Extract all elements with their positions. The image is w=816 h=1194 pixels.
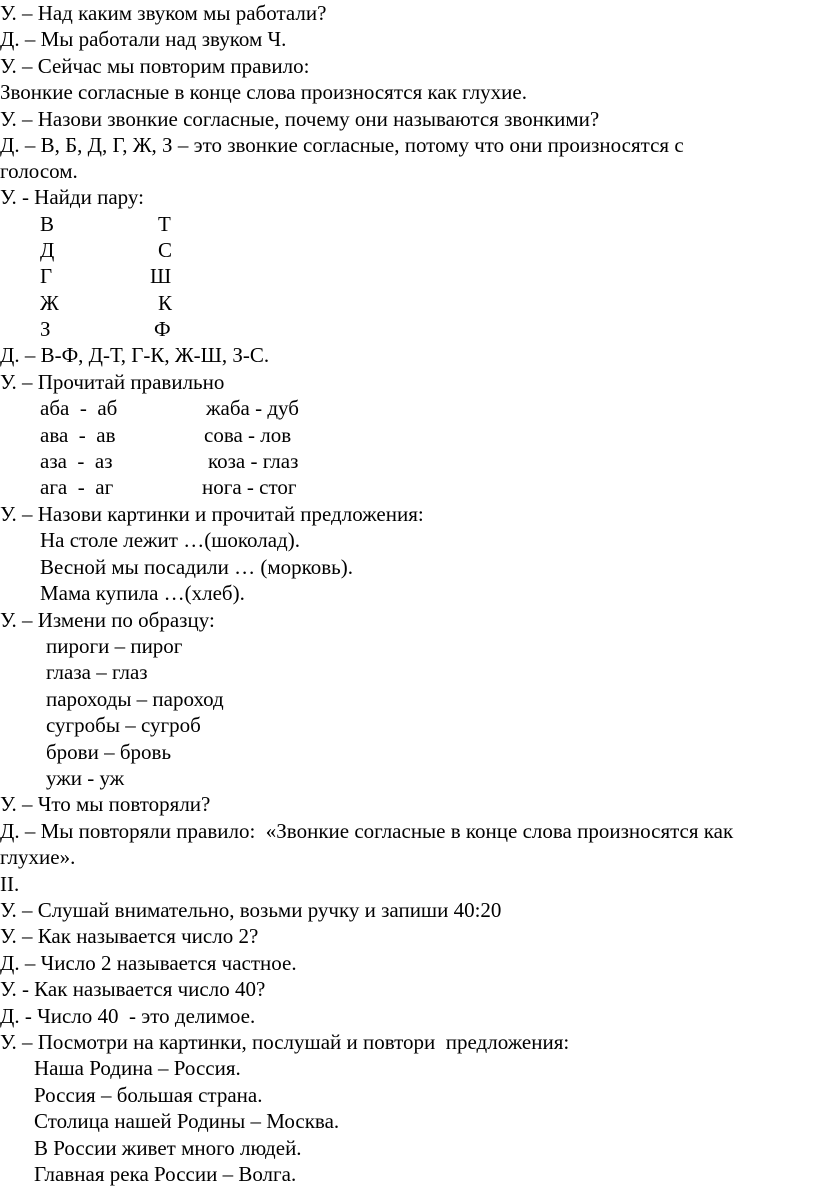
- text-line: У. - Найди пару:: [0, 185, 144, 209]
- read-words: сова - лов: [204, 423, 292, 447]
- picture-sentence: Мама купила …(хлеб).: [40, 581, 245, 605]
- pair-left: Ж: [40, 291, 59, 315]
- text-line: У. - Как называется число 40?: [0, 977, 266, 1001]
- change-item: пироги – пирог: [46, 634, 183, 658]
- repeat-sentence: В России живет много людей.: [34, 1136, 302, 1160]
- text-line: У. – Над каким звуком мы работали?: [0, 1, 327, 25]
- pair-right: Т: [158, 212, 171, 236]
- repeat-sentence: Столица нашей Родины – Москва.: [34, 1109, 340, 1133]
- text-line: Звонкие согласные в конце слова произносятся как глухие.: [0, 80, 527, 104]
- read-syllables: ага - аг: [40, 475, 114, 499]
- text-line: У. – Прочитай правильно: [0, 370, 225, 394]
- picture-sentence: На столе лежит …(шоколад).: [40, 528, 300, 552]
- section-number: II.: [0, 872, 20, 896]
- repeat-sentence: Наша Родина – Россия.: [34, 1056, 241, 1080]
- text-line: У. – Как называется число 2?: [0, 924, 259, 948]
- read-syllables: ава - ав: [40, 423, 116, 447]
- read-syllables: аза - аз: [40, 449, 113, 473]
- text-line: У. – Что мы повторяли?: [0, 792, 211, 816]
- change-item: сугробы – сугроб: [46, 713, 201, 737]
- read-words: коза - глаз: [208, 449, 299, 473]
- change-item: ужи - уж: [46, 766, 125, 790]
- pair-left: В: [40, 212, 55, 236]
- read-words: жаба - дуб: [206, 396, 299, 420]
- text-line: Д. – Мы повторяли правило: «Звонкие согласные в конце слова произносятся как: [0, 819, 734, 843]
- text-line: Д. – В, Б, Д, Г, Ж, З – это звонкие согласные, потому что они произносятся с: [0, 133, 684, 157]
- text-line: У. – Назови картинки и прочитай предложения:: [0, 502, 424, 526]
- repeat-sentence: Россия – большая страна.: [34, 1083, 263, 1107]
- picture-sentence: Весной мы посадили … (морковь).: [40, 555, 354, 579]
- pair-left: З: [40, 317, 51, 341]
- text-line: Д. – В-Ф, Д-Т, Г-К, Ж-Ш, З-С.: [0, 343, 270, 367]
- change-item: глаза – глаз: [46, 660, 148, 684]
- text-line: У. – Слушай внимательно, возьми ручку и запиши 40:20: [0, 898, 502, 922]
- pair-left: Д: [40, 238, 55, 262]
- change-item: пароходы – пароход: [46, 687, 224, 711]
- pair-right: Ф: [154, 317, 171, 341]
- text-line: У. – Сейчас мы повторим правило:: [0, 54, 310, 78]
- text-line: Д. – Мы работали над звуком Ч.: [0, 27, 287, 51]
- read-words: нога - стог: [202, 475, 297, 499]
- pair-right: С: [158, 238, 173, 262]
- text-line: Д. – Число 2 называется частное.: [0, 951, 297, 975]
- text-line: У. – Назови звонкие согласные, почему они называются звонкими?: [0, 107, 600, 131]
- read-syllables: аба - аб: [40, 396, 118, 420]
- text-line: У. – Посмотри на картинки, послушай и повтори предложения:: [0, 1030, 570, 1054]
- text-line: У. – Измени по образцу:: [0, 608, 215, 632]
- text-line: голосом.: [0, 159, 78, 183]
- text-line: глухие».: [0, 845, 76, 869]
- text-line: Д. - Число 40 - это делимое.: [0, 1004, 256, 1028]
- repeat-sentence: Главная река России – Волга.: [34, 1162, 297, 1186]
- change-item: брови – бровь: [46, 740, 172, 764]
- pair-left: Г: [40, 264, 53, 288]
- pair-right: К: [158, 291, 173, 315]
- pair-right: Ш: [150, 264, 172, 288]
